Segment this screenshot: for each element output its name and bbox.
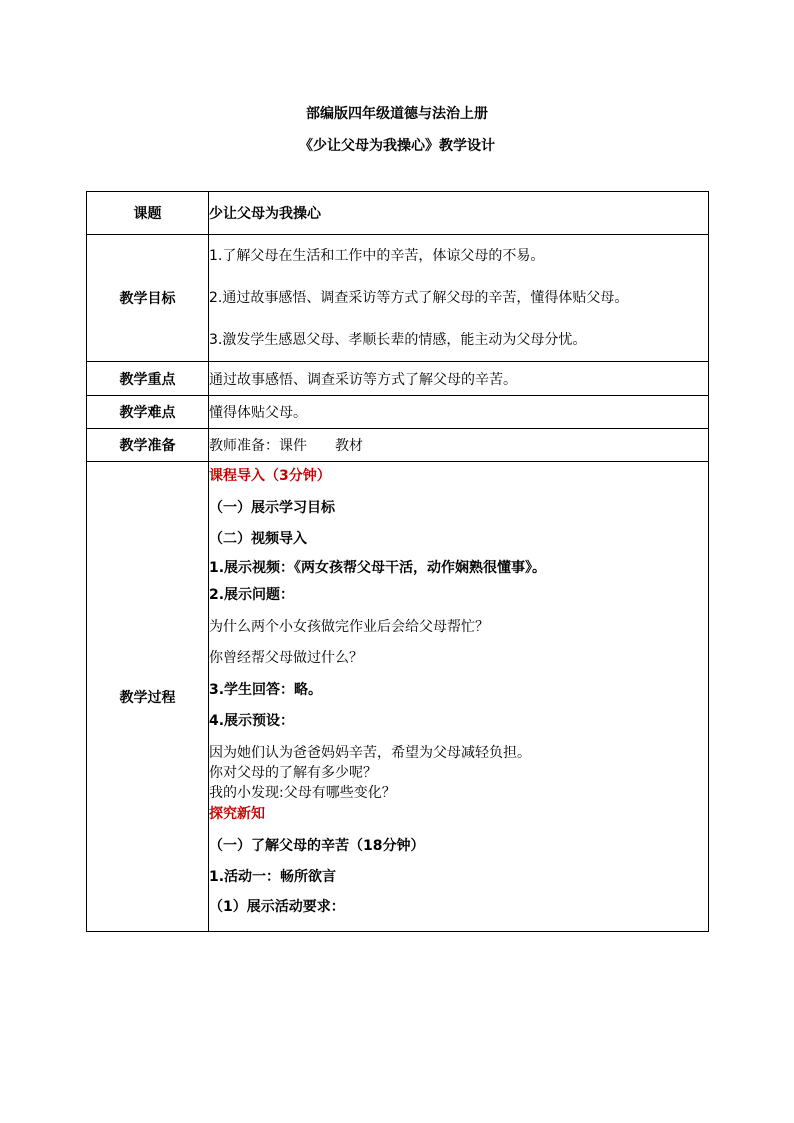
process-cell bbox=[209, 462, 709, 932]
process-line: 探究新知 bbox=[209, 806, 265, 822]
process-line: （二）视频导入 bbox=[209, 531, 307, 547]
process-line: 3.学生回答：略。 bbox=[209, 682, 323, 698]
key-point-label: 教学重点 bbox=[87, 362, 209, 396]
document-subtitle: 《少让父母为我操心》教学设计 bbox=[299, 138, 495, 154]
table-row-difficulty bbox=[87, 396, 709, 429]
process-line: 4.展示预设： bbox=[209, 713, 295, 729]
table-row-process bbox=[87, 462, 709, 932]
process-line: 你对父母的了解有多少呢？ bbox=[209, 765, 377, 781]
preparation-value: 教师准备：课件 教材 bbox=[209, 429, 709, 462]
process-line: 课程导入（3分钟） bbox=[209, 468, 331, 484]
process-line: 2.展示问题： bbox=[209, 587, 295, 603]
table-row-key-point bbox=[87, 362, 709, 396]
goal-item: 2.通过故事感悟、调查采访等方式了解父母的辛苦，懂得体贴父母。 bbox=[209, 290, 629, 306]
process-line: 1.活动一：畅所欲言 bbox=[209, 869, 337, 885]
goals-label: 教学目标 bbox=[87, 235, 209, 362]
topic-value: 少让父母为我操心 bbox=[209, 192, 709, 235]
process-line: （一）展示学习目标 bbox=[209, 500, 335, 516]
process-line: （1）展示活动要求： bbox=[209, 899, 345, 915]
goal-item: 3.激发学生感恩父母、孝顺长辈的情感，能主动为父母分忧。 bbox=[209, 332, 587, 348]
process-label: 教学过程 bbox=[87, 462, 209, 932]
process-line: （一）了解父母的辛苦（18分钟） bbox=[209, 838, 425, 854]
preparation-label: 教学准备 bbox=[87, 429, 209, 462]
table-row-goals bbox=[87, 235, 709, 362]
table-row-topic bbox=[87, 192, 709, 235]
process-line: 为什么两个小女孩做完作业后会给父母帮忙？ bbox=[209, 619, 489, 635]
difficulty-label: 教学难点 bbox=[87, 396, 209, 429]
table-row-preparation bbox=[87, 429, 709, 462]
process-line: 你曾经帮父母做过什么？ bbox=[209, 650, 363, 666]
goal-item: 1.了解父母在生活和工作中的辛苦，体谅父母的不易。 bbox=[209, 248, 545, 264]
process-line: 我的小发现:父母有哪些变化？ bbox=[209, 785, 396, 801]
key-point-value: 通过故事感悟、调查采访等方式了解父母的辛苦。 bbox=[209, 362, 709, 396]
lesson-plan-table bbox=[86, 191, 709, 932]
goals-cell bbox=[209, 235, 709, 362]
process-line: 因为她们认为爸爸妈妈辛苦，希望为父母减轻负担。 bbox=[209, 745, 531, 761]
process-line: 1.展示视频：《两女孩帮父母干活，动作娴熟很懂事》。 bbox=[209, 560, 547, 576]
difficulty-value: 懂得体贴父母。 bbox=[209, 396, 709, 429]
document-title: 部编版四年级道德与法治上册 bbox=[306, 106, 488, 122]
topic-label: 课题 bbox=[87, 192, 209, 235]
